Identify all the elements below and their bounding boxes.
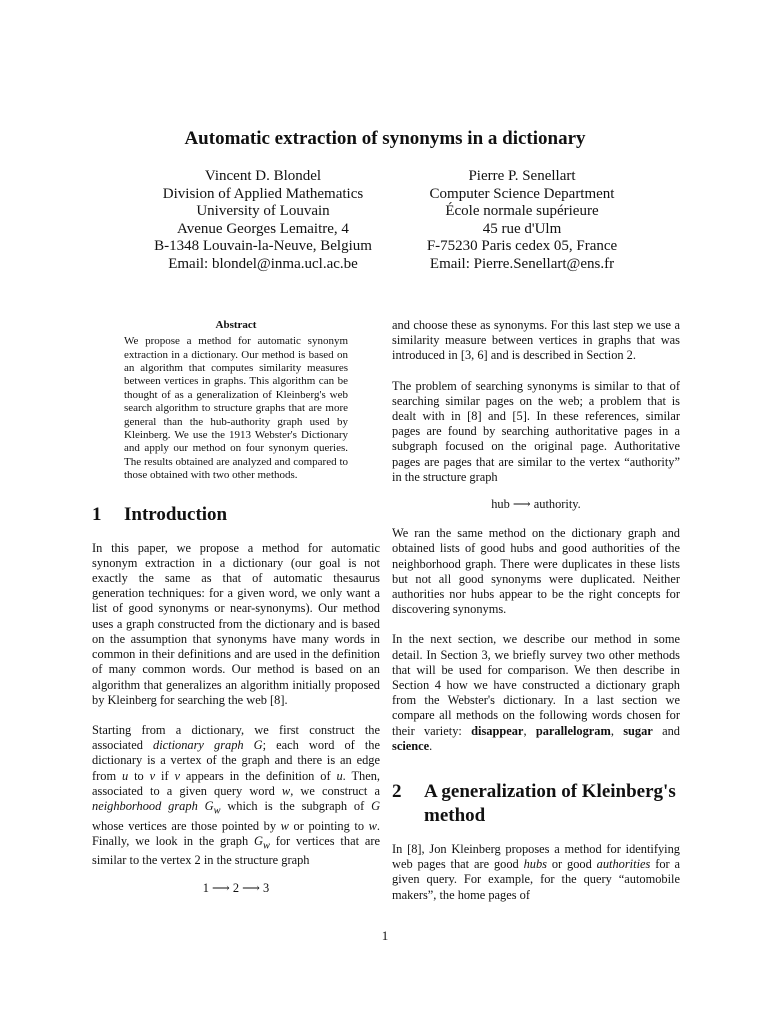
- author-email: Email: Pierre.Senellart@ens.fr: [429, 255, 615, 272]
- right-paragraph-2: The problem of searching synonyms is similar to that of searching similar pages on the web; a problem that is dealt with in [8] and [5]. In these references, similar pages are found by searching authoritative pages in a subgraph focused on the original page. Authoritative pages are pages that are similar to the vertex “authority” in the structure graph: [392, 378, 680, 484]
- section2-paragraph-1: In [8], Jon Kleinberg proposes a method for identifying web pages that are good hubs or good authorities for a given query. For example, for the query “automobile makers”, the home pages of: [392, 842, 680, 902]
- author-department: Computer Science Department: [429, 185, 615, 202]
- section-heading-introduction: [92, 503, 380, 527]
- abstract-heading: Abstract: [215, 319, 257, 331]
- author-block-1: [122, 168, 404, 274]
- author-street: Avenue Georges Lemaitre, 4: [177, 220, 349, 237]
- left-column: [92, 318, 380, 910]
- structure-graph-display: 1 ⟶ 2 ⟶ 3: [202, 880, 270, 895]
- author-city: B-1348 Louvain-la-Neuve, Belgium: [154, 238, 372, 255]
- section-title: A generalization of Kleinberg's method: [424, 781, 676, 827]
- page-number: 1: [381, 928, 389, 943]
- right-paragraph-3: We ran the same method on the dictionary graph and obtained lists of good hubs and good authorities of the neighborhood graph. There were duplicates in these lists but not all good synonyms were duplicated. Neither authorities nor hubs appear to be the right concepts for discovering synonyms.: [392, 526, 680, 617]
- author-department: Division of Applied Mathematics: [162, 185, 364, 202]
- author-name: Vincent D. Blondel: [204, 168, 322, 184]
- author-city: F-75230 Paris cedex 05, France: [426, 238, 618, 255]
- intro-paragraph-1: In this paper, we propose a method for automatic synonym extraction in a dictionary (our goal is not exactly the same as that of automatic thesaurus generation techniques: for a given word, we only want a list of good synonyms or near-synonyms). Our method uses a graph constructed from the dictionary and is based on the assumption that synonyms have many words in common in their definitions and are used in the definition of many common words. Our method is based on an algorithm that generalizes an algorithm initially proposed by Kleinberg for searching the web [8].: [92, 540, 380, 707]
- author-institution: University of Louvain: [196, 203, 330, 220]
- section-number: 2: [392, 781, 402, 803]
- author-street: 45 rue d'Ulm: [482, 220, 562, 237]
- right-paragraph-4: In the next section, we describe our method in some detail. In Section 3, we briefly survey two other methods that will be used for comparison. We then describe in Section 4 how we have constructed a dictionary graph from the Webster's dictionary. In a last section we compare all methods on the following words chosen for their variety: disappear, parallelogram, sugar and science.: [392, 632, 680, 753]
- right-paragraph-1: and choose these as synonyms. For this last step we use a similarity measure between vertices in graphs that was introduced in [3, 6] and is described in Section 2.: [392, 318, 680, 363]
- author-name: Pierre P. Senellart: [468, 168, 576, 184]
- intro-paragraph-2: Starting from a dictionary, we first construct the associated dictionary graph G; each word of the dictionary is a vertex of the graph and there is an edge from u to v if v appears in the definition of u. Then, associated to a given query word w, we construct a neighborhood graph $G_w$ which is the subgraph of G whose vertices are those pointed by w or pointing to w. Finally, we look in the graph $G_w$ for vertices that are similar to the vertex 2 in the structure graph: [92, 722, 381, 868]
- section-number: 1: [92, 503, 102, 525]
- author-email: Email: blondel@inma.ucl.ac.be: [168, 255, 358, 272]
- hub-authority-display: hub ⟶ authority.: [491, 497, 581, 512]
- section-title: Introduction: [124, 503, 228, 525]
- author-block-2: [400, 168, 644, 274]
- author-institution: École normale supérieure: [445, 203, 599, 220]
- paper-title: Automatic extraction of synonyms in a dictionary: [184, 128, 586, 149]
- section-heading-generalization: [392, 780, 680, 828]
- right-column: [392, 318, 680, 903]
- abstract-text: We propose a method for automatic synonym extraction in a dictionary. Our method is based on an algorithm that computes similarity measures between vertices in graphs. This algorithm can be thought of as a generalization of Kleinberg's web search algorithm to structure graphs that are more general than the hub-authority graph used by Kleinberg. We use the 1913 Webster's Dictionary and apply our method on four synonym queries. The results obtained are analyzed and compared to those obtained with two other methods.: [124, 335, 348, 482]
